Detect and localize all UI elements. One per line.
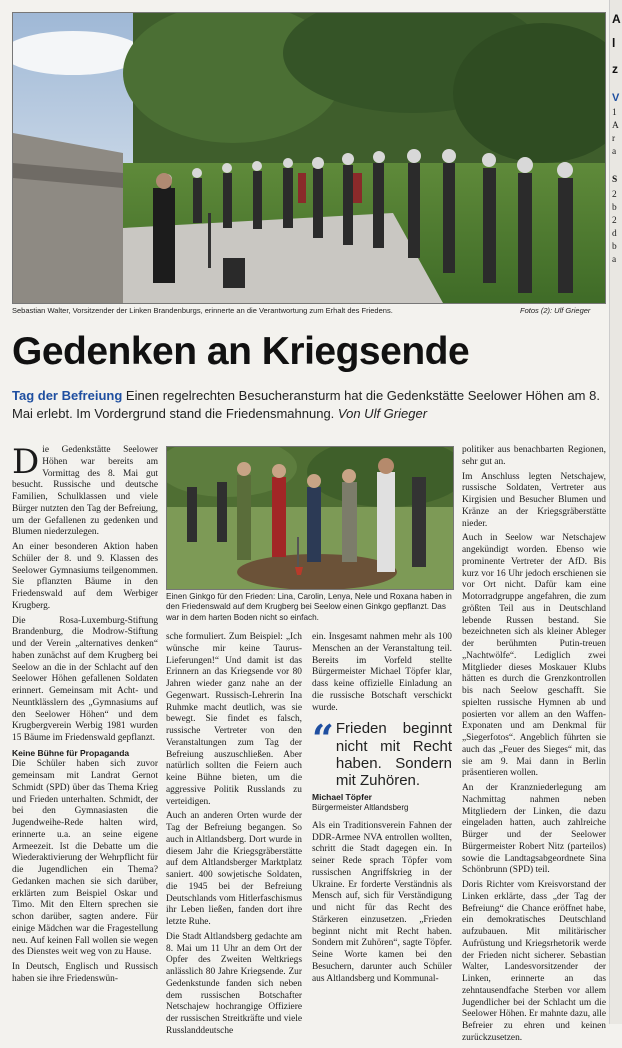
neighbor-char: z xyxy=(612,62,618,76)
article-column-3 xyxy=(312,632,452,988)
headline: Gedenken an Kriegsende xyxy=(12,330,470,373)
neighbor-char: a xyxy=(612,147,617,157)
lead-byline: Von Ulf Grieger xyxy=(337,405,428,421)
ginkgo-planting-image xyxy=(167,447,453,589)
neighbor-char: r xyxy=(612,134,616,144)
neighbor-char: 1 xyxy=(612,108,617,118)
neighbor-char: l xyxy=(612,36,616,50)
col4-text4: An der Kranzniederlegung am Nachmittag nahmen neben Mitgliedern der Linken, die dazu eingeladen hatten, auch zahlreiche Bürger und der Seelower Bürgermeister Robert Nitz (parteilos) sowie die Landtagsabgeordnete Sina Schönbrunn (SPD) teil. xyxy=(462,783,606,876)
article-column-2 xyxy=(166,632,302,1041)
col1-p1: ie Gedenkstätte Seelower Höhen war bereits am Vormittag des 8. Mai gut besucht. Russische und deutsche Familien, Schulklassen und viele Bürger nutzten den Tag der Befreiung, um der Gefallenen zu gedenken und Blumen niederzulegen. xyxy=(12,445,158,538)
dropcap: D xyxy=(12,442,40,482)
subhead-propaganda: Keine Bühne für Propaganda xyxy=(12,747,130,758)
neighbor-char: a xyxy=(612,255,617,265)
col2-text: sche formuliert. Zum Beispiel: „Ich wünsche mir keine Taurus-Lieferungen!“ Und damit ist das Erinnern an das Kriegsende vor 80 Jahren wieder ganz nahe an der Gegenwart. Russisch-Lehrerin Ina Ruhmke macht deutlich, was sie bewegt. Sie findet es falsch, russische Vertreter von den Veranstaltungen zum Tag der Befreiung auszuschließen. Aber natürlich sollten die Feiern auch keine Bühne bieten, um die aggressive Politik Russlands zu verteidigen. xyxy=(166,632,302,807)
inner-photo xyxy=(166,446,454,590)
neighbor-char: d xyxy=(612,229,617,239)
top-photo xyxy=(12,12,606,304)
memorial-crowd-image xyxy=(13,13,605,303)
lead-text: Einen regelrechten Besucheransturm hat die Gedenkstätte Seelower Höhen am 8. Mai erlebt. Im Vordergrund stand die Friedensmahnung. xyxy=(12,388,600,421)
neighbor-article-strip xyxy=(609,0,622,1024)
neighbor-char: A xyxy=(612,121,619,131)
quote-mark-icon: “ xyxy=(312,716,334,762)
col1-p3: Die Rosa-Luxemburg-Stiftung Brandenburg, die Modrow-Stiftung und der Verein „alternatives denken“ haben zunächst auf dem Krugberg bei Seelow an die in der Schlacht auf den Seelower Höhen gefallenen Soldaten erinnert. Gemeinsam mit Acht- und Neuntklässlern des „Gymnasiums auf den Seelower Höhen“ und dem Krugbergverein Werbig 1981 wurden 15 Bäume im Friedenswald gepflanzt. xyxy=(12,615,158,743)
photo-credit: Fotos (2): Ulf Grieger xyxy=(520,306,591,315)
inner-photo-caption: Einen Ginkgo für den Frieden: Lina, Carolin, Lenya, Nele und Roxana haben in den Friedenswald auf dem Krugberg bei Seelow einen Ginkgo gepflanzt. Das war in dem harten Boden nicht so einfach. xyxy=(166,592,452,622)
neighbor-char: b xyxy=(612,203,617,213)
neighbor-char: A xyxy=(612,12,621,26)
col1-p4: Die Schüler haben sich zuvor gemeinsam mit Landrat Gernot Schmidt (SPD) über das Thema Krieg und Frieden unterhalten. Schmidt, der bei den Gymnasiasten die Jugendweihe-Rede halten wird, erinnerte u.a. an seine eigene Armeezeit. Ist die Debatte um die Wiederaktivierung der Wehrpflicht für die Jugendlichen ein Thema? Gedanken machen sie sich darüber, erklärten zum Beispiel Oskar und Timo. Mit den Eltern sprechen sie schon darüber, sagten andere. Für einige Mädchen war die Fragestellung neu. Auf keinen Fall wollen sie wegen des Dienstes weit weg von zu Hause. xyxy=(12,759,158,958)
col2-text2: Auch an anderen Orten wurde der Tag der Befreiung begangen. So auch in Altlandsberg. Dort wurde in diesem Jahr die Kriegsgräberstätte auf dem Altlandsberger Marktplatz saniert. 400 sowjetische Soldaten, die 1945 bei der Befreiung Deutschlands vom Hitlerfaschismus ihr Leben ließen, fanden dort ihre letzte Ruhe. xyxy=(166,811,302,927)
neighbor-char: S xyxy=(612,175,618,185)
pull-quote xyxy=(312,716,452,813)
col2-text3: Die Stadt Altlandsberg gedachte am 8. Mai um 11 Uhr an dem Ort der Opfer des Zweiten Weltkriegs anlässlich 80 Jahre Kriegsende. Zur Gedenkstunde fanden sich neben dem russischen Botschafter Netschajew hochrangige Offiziere der russischen Streitkräfte und viele Russlanddeutsche xyxy=(166,931,302,1036)
top-photo-caption: Sebastian Walter, Vorsitzender der Linken Brandenburgs, erinnerte an die Verantwortung zum Erhalt des Friedens. xyxy=(12,306,393,315)
article-column-1 xyxy=(12,442,158,989)
col4-text5: Doris Richter vom Kreisvorstand der Linken erklärte, dass „der Tag der Befreiung“ die Chance eröffnet habe, ein demokratisches Deutschland aufzubauen. Mit militärischer Aufrüstung und Kriegsrhetorik werde der Frieden nicht sicherer. Sebastian Walter, Landesvorsitzender der Linken, erinnerte an das zehntausendfache Sterben vor allem Jugendlicher bei der Schlacht um die Seelower Höhen. Er mahnte dazu, alle Befreier zu ehren und keinen zurückzusetzen. xyxy=(462,880,606,1043)
col3-text: ein. Insgesamt nahmen mehr als 100 Menschen an der Veranstaltung teil. Bereits im Vorfeld stellte Bürgermeister Michael Töpfer klar, dass keine offizielle Einladung an die russische Botschaft verschickt wurde. xyxy=(312,632,452,713)
col4-text: politiker aus benachbarten Regionen, sehr gut an. xyxy=(462,445,606,467)
article-column-4 xyxy=(462,445,606,1048)
lead-paragraph xyxy=(12,387,604,422)
col1-p5: In Deutsch, Englisch und Russisch haben sie ihre Friedenswün- xyxy=(12,962,158,984)
quote-text: Frieden beginnt nicht mit Recht haben. Sondern mit Zuhören. xyxy=(335,720,452,789)
col3-text2: Als ein Traditionsverein Fahnen der DDR-Armee NVA entrollen wollten, schritt die Stadt dagegen ein. In seiner Rede sprach Töpfer vom russischen Angriffskrieg in der Ukraine. Er forderte Verständnis als Mensch auf, sich für Verständigung und nicht für das Recht des Stärkeren einzusetzen. „Frieden beginnt nicht mit Recht haben. Sondern mit Zuhören“, sagte Töpfer. Seine Worte kamen bei den Besuchern, darunter auch Schüler aus Altlandsberg und Kommunal- xyxy=(312,820,452,984)
neighbor-char: 2 xyxy=(612,190,617,200)
lead-kicker: Tag der Befreiung xyxy=(12,388,123,403)
neighbor-char: V xyxy=(612,92,620,104)
col4-text3: Auch in Seelow war Netschajew angekündigt worden. Ebenso wie prominente Vertreter der AfD. Bis kurz vor 16 Uhr jedoch erschienen sie vor Ort nicht. Dafür kam eine Motorradgruppe angefahren, die zum größten Teil aus in Deutschland lebende Russen bestand. Sie bezeichneten sich als kleiner Ableger der berühmten Putin-treuen „Nachtwölfe“. Lediglich zwei Mitglieder dieses Moskauer Klubs hätten es durch die Grenzkontrollen bis nach Seelow geschafft. Sie spielten russische Hymnen ab und posierten vor allem an den Waffen-Exponaten und am Denkmal für „Siegerfotos“. Angeblich führten sie auch das „Feuer des Sieges“ mit, das sie am 9. Mai dann in Berlin präsentieren wollen. xyxy=(462,533,606,779)
col1-p2: An einer besonderen Aktion haben Schüler der 8. und 9. Klassen des Seelower Gymnasiums teilgenommen. Sie pflanzten Bäume in den Friedenswald auf dem Werbiger Krugberg. xyxy=(12,542,158,611)
neighbor-char: b xyxy=(612,242,617,252)
quote-role: Bürgermeister Altlandsberg xyxy=(312,802,409,812)
col4-text2: Im Anschluss legten Netschajew, russische Soldaten, Vertreter aus Kirgisien und Besucher Blumen und Kränze an der Kriegsgräberstätte nieder. xyxy=(462,471,606,529)
quote-author: Michael Töpfer xyxy=(312,792,372,803)
neighbor-char: 2 xyxy=(612,216,617,226)
